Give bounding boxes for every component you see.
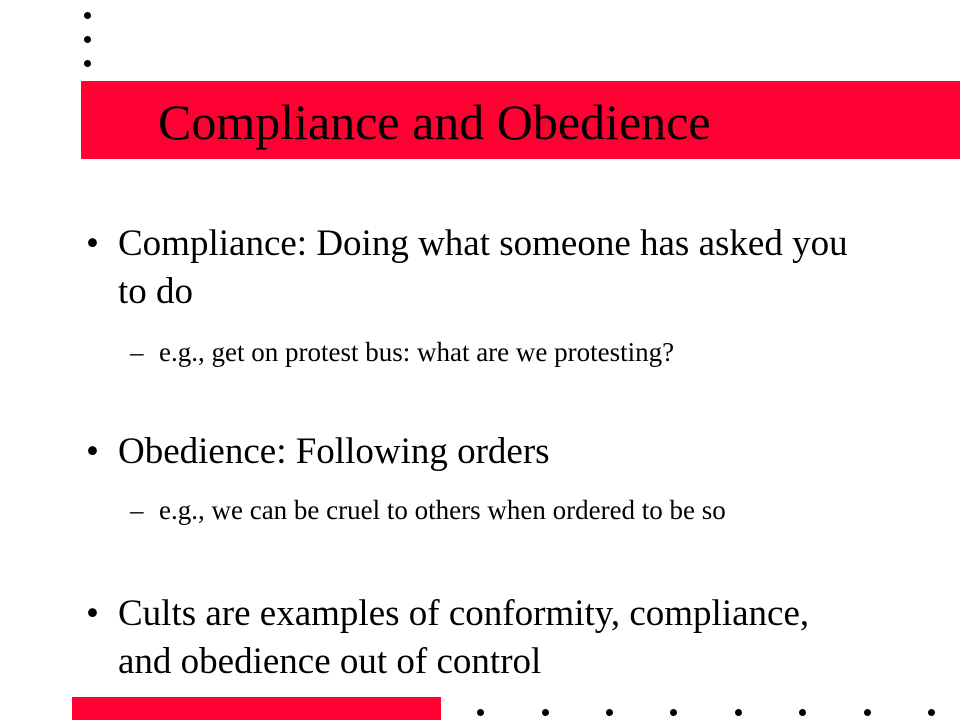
bullet-item	[86, 428, 866, 476]
bullet-text: Compliance: Doing what someone has asked you to do	[118, 223, 848, 312]
bullet-item	[86, 220, 866, 316]
bottom-accent-bar	[72, 697, 441, 720]
bullet-item	[86, 590, 866, 686]
bullet-glyph: •	[86, 223, 99, 264]
decor-dot	[84, 60, 91, 67]
decor-dot	[84, 12, 91, 19]
decor-dot	[864, 709, 871, 716]
sub-bullet-text: e.g., get on protest bus: what are we protesting?	[159, 337, 675, 367]
sub-bullet-item	[130, 332, 880, 372]
decor-dot	[606, 709, 613, 716]
decor-dot	[735, 709, 742, 716]
decor-dot	[799, 709, 806, 716]
slide-title: Compliance and Obedience	[158, 94, 711, 150]
bullet-text: Obedience: Following orders	[118, 431, 550, 472]
sub-bullet-item	[130, 490, 880, 530]
sub-bullet-text: e.g., we can be cruel to others when ordered to be so	[159, 495, 726, 525]
sub-bullet-glyph: –	[130, 495, 144, 525]
decor-dot	[477, 709, 484, 716]
bullet-glyph: •	[86, 431, 99, 472]
decor-dot	[84, 36, 91, 43]
decor-dot	[928, 709, 935, 716]
bullet-text: Cults are examples of conformity, compliance, and obedience out of control	[118, 593, 810, 682]
decor-dot	[670, 709, 677, 716]
sub-bullet-glyph: –	[130, 337, 144, 367]
bullet-glyph: •	[86, 593, 99, 634]
decor-dot	[542, 709, 549, 716]
